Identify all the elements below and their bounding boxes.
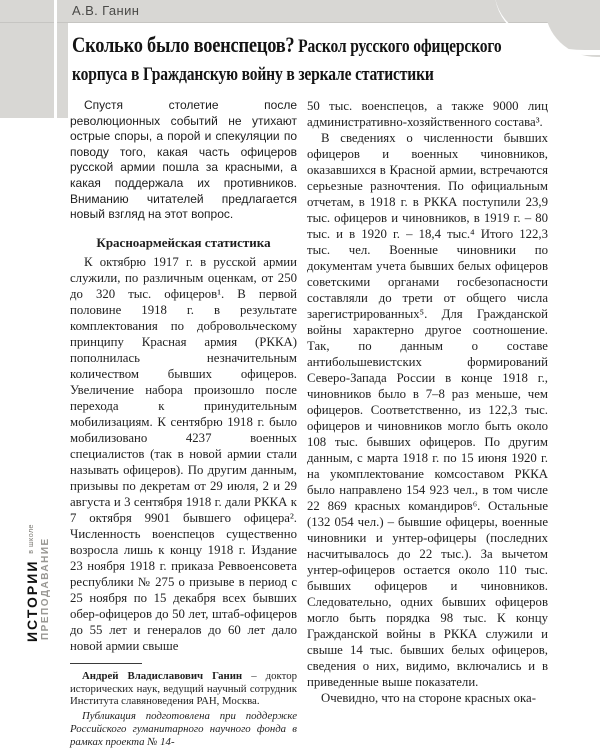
journal-word-school: в школе <box>28 524 35 554</box>
journal-name-bold <box>24 492 40 642</box>
lead-paragraph: Спустя столетие после революционных событий не утихают острые споры, а порой и спекуляции по поводу того, какая часть офицеров русской армии пошла за красными, а какая поддержала их противников. Вниманию читателей предлагается новый взгляд на этот вопрос. <box>70 98 297 222</box>
footnote-rule <box>70 663 142 664</box>
left-column <box>70 98 297 749</box>
top-right-corner-shape <box>545 0 600 57</box>
article-title-line2: корпуса в Гражданскую войну в зеркале статистики <box>72 64 434 85</box>
body-paragraph-left: К октябрю 1917 г. в русской армии служили, по различным оценкам, от 250 до 320 тыс. офицеров¹. В первой половине 1918 г. в результате комплектования по добровольческому принципу Красная армия (РККА) пополнилась незначительным количеством бывших офицеров. Увеличение набора произошло после перехода к принудительным мобилизациям. К сентябрю 1918 г. было мобилизовано 4237 военных специалистов (так в новой армии стали называть офицеров). По другим данным, призывы по декретам от 29 июля, 2 и 29 августа и 3 сентября 1918 г. дали РККА к 7 октября 9901 бывшего офицера². Численность военспецов существенно возросла лишь к концу 1918 г. Издание 23 ноября 1918 г. приказа Реввоенсовета республики № 275 о призыве в период с 25 ноября по 15 декабря всех бывших обер-офицеров до 50 лет, штаб-офицеров до 55 лет и генералов до 60 лет дало новой армии свыше <box>70 254 297 653</box>
author-header: А.В. Ганин <box>72 3 140 18</box>
body-paragraph-partial: Очевидно, что на стороне красных ока- <box>321 691 536 705</box>
body-paragraph-continuation: 50 тыс. военспецов, а также 9000 лиц административно-хозяйственного состава³. <box>307 99 548 129</box>
journal-word-istorii: ИСТОРИИ <box>24 559 40 642</box>
author-bio-text: – доктор исторических наук, ведущий научный сотрудник Института славяноведения РАН, Москва. <box>70 669 297 708</box>
left-margin-divider <box>54 0 57 118</box>
article-title <box>72 31 548 89</box>
funding-footnote: Публикация подготовлена при поддержке Российского гуманитарного научного фонда в рамках проекта № 14- <box>70 710 297 748</box>
author-bio-name: Андрей Владиславович Ганин <box>82 669 243 682</box>
author-bio-footnote <box>70 670 297 708</box>
article-title-rest: Раскол русского офицерского <box>294 36 502 57</box>
journal-spine-logo <box>24 492 51 642</box>
body-paragraph-statistics: В сведениях о численности бывших офицеров и военных чиновников, оказавшихся в Красной армии, встречаются серьезные разночтения. По официальным отчетам, в 1918 г. в РККА поступили 23,9 тыс. офицеров и чиновников, в 1919 г. – 80 тыс. и в 1920 г. – 18,4 тыс.⁴ Итого 122,3 тыс. чел. Военные чиновники по документам учета бывших белых офицеров советскими органами госбезопасности составляли до трети от общего числа зарегистрированных⁵. Для Гражданской войны характерно другое соотношение. Так, по данным о составе антибольшевистских формирований Северо-Запада России в конце 1918 г., чиновников было в 7–8 раз меньше, чем офицеров. Соответственно, из 122,3 тыс. офицеров и чиновников могло быть около 108 тыс. бывших офицеров. По другим данным, с марта 1918 г. по 15 июня 1920 г. на укомплектование комсоставом РККА было направлено 154 923 чел., в том числе 22 869 красных командиров⁶. Остальные (132 054 чел.) – бывшие офицеры, военные чиновники и унтер-офицеры (последних насчитывалось до 22 тыс.). За вычетом унтер-офицеров остается около 110 тыс. бывших офицеров и чиновников. Следовательно, одних бывших офицеров могло быть порядка 98 тыс. К концу Гражданской войны в РККА служили и свыше 14 тыс. бывших белых офицеров, сведения о них, видимо, включались и в приведенные выше показатели. <box>307 131 548 689</box>
section-heading: Красноармейская статистика <box>96 234 271 250</box>
journal-name-light: ПРЕПОДАВАНИЕ <box>40 537 51 640</box>
right-column <box>307 98 548 706</box>
article-title-main: Сколько было военспецов? <box>72 32 295 57</box>
